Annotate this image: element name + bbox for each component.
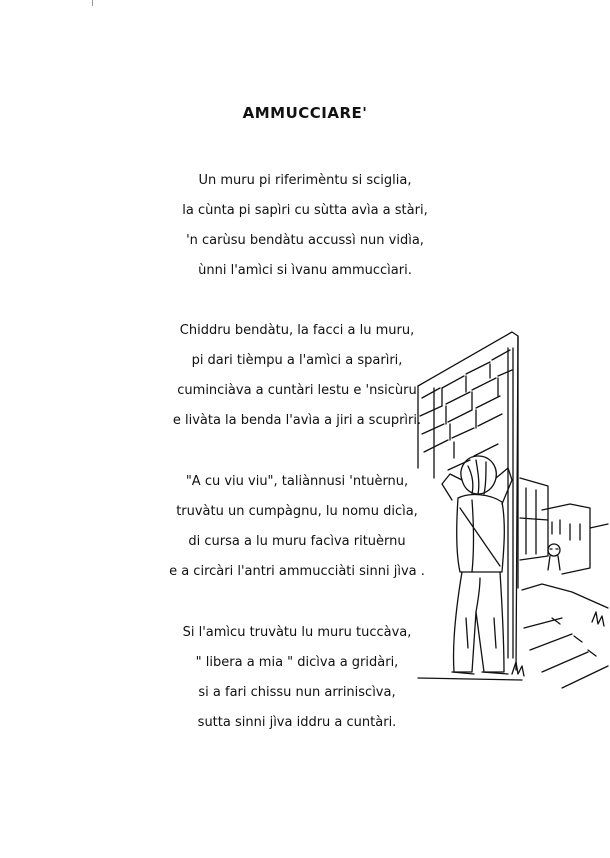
verse-line: "A cu viu viu", taliànnusi 'ntuèrnu,: [185, 474, 409, 489]
stanza-1: [0, 166, 610, 286]
verse-line: pi dari tièmpu a l'amìci a sparìri,: [191, 353, 403, 368]
verse-line: la cùnta pi sapìri cu sùtta avìa a stàri,: [182, 203, 428, 218]
page-mark: [92, 0, 93, 6]
verse-line: ùnni l'amìci si ìvanu ammuccìari.: [198, 263, 412, 278]
verse-line: " libera a mia " dicìva a gridàri,: [195, 655, 399, 670]
child-at-wall-illustration: [412, 328, 610, 700]
verse-line: 'n carùsu bendàtu accussì nun vidìa,: [186, 233, 424, 248]
verse-line: Chiddru bendàtu, la facci a lu muru,: [179, 323, 415, 338]
verse-line: cuminciàva a cuntàri lestu e 'nsicùru: [177, 383, 417, 398]
verse-line: e livàta la benda l'avìa a jiri a scuprìri.: [172, 413, 422, 428]
verse-line: Un muru pi riferimèntu si sciglia,: [198, 173, 412, 188]
verse-line: di cursa a lu muru facìva rituèrnu: [188, 534, 406, 549]
verse-line: Si l'amìcu truvàtu lu muru tuccàva,: [182, 625, 412, 640]
verse-line: truvàtu un cumpàgnu, lu nomu dicìa,: [176, 504, 418, 519]
verse-line: si a fari chissu nun arriniscìva,: [198, 685, 396, 700]
verse-line: e a circàri l'antri ammucciàti sinni jìva .: [169, 564, 425, 579]
verse-line: sutta sinni jìva iddru a cuntàri.: [197, 715, 397, 730]
poem-title: AMMUCCIARE': [242, 104, 368, 122]
